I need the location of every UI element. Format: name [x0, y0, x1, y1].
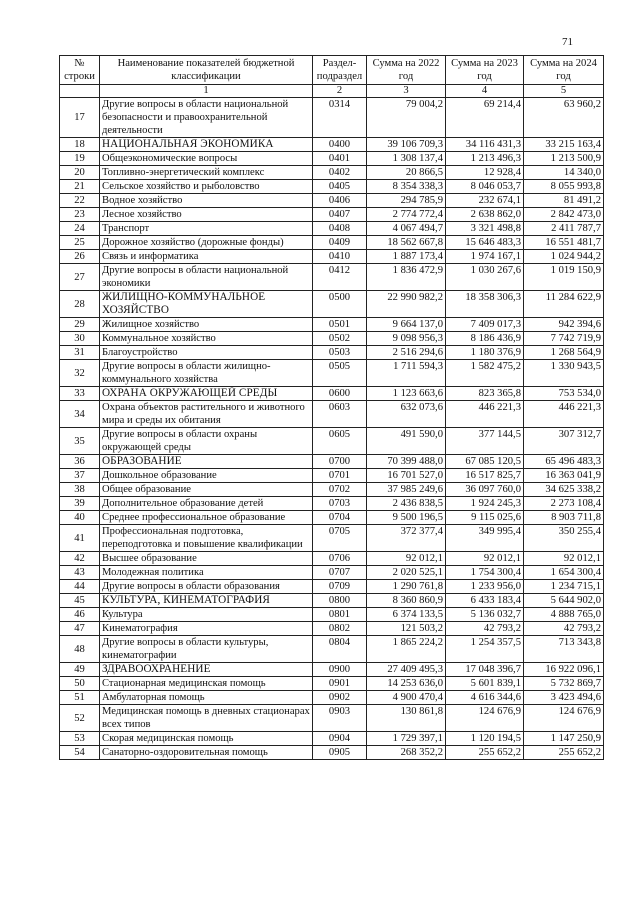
header-sum-2023: Сумма на 2023 год [446, 56, 524, 85]
row-number: 49 [60, 663, 100, 677]
table-row [60, 208, 604, 222]
sum-2024: 350 255,4 [524, 525, 604, 552]
sum-2024: 2 842 473,0 [524, 208, 604, 222]
section-code: 0502 [313, 332, 367, 346]
sum-2024: 753 534,0 [524, 387, 604, 401]
indicator-name: Дошкольное образование [100, 469, 313, 483]
section-code: 0705 [313, 525, 367, 552]
row-number: 43 [60, 566, 100, 580]
sum-2022: 2 774 772,4 [367, 208, 446, 222]
indicator-name: Культура [100, 608, 313, 622]
section-code: 0402 [313, 166, 367, 180]
section-code: 0600 [313, 387, 367, 401]
row-number: 19 [60, 152, 100, 166]
sum-2022: 294 785,9 [367, 194, 446, 208]
section-code: 0406 [313, 194, 367, 208]
table-row [60, 732, 604, 746]
sum-2023: 36 097 760,0 [446, 483, 524, 497]
section-code: 0605 [313, 428, 367, 455]
table-row [60, 663, 604, 677]
indicator-name: ОБРАЗОВАНИЕ [100, 455, 313, 469]
table-row [60, 180, 604, 194]
indicator-name: ОХРАНА ОКРУЖАЮЩЕЙ СРЕДЫ [100, 387, 313, 401]
table-row [60, 152, 604, 166]
sum-2023: 1 974 167,1 [446, 250, 524, 264]
indicator-name: КУЛЬТУРА, КИНЕМАТОГРАФИЯ [100, 594, 313, 608]
row-number: 34 [60, 401, 100, 428]
sum-2023: 1 254 357,5 [446, 636, 524, 663]
sum-2022: 121 503,2 [367, 622, 446, 636]
sum-2024: 16 922 096,1 [524, 663, 604, 677]
section-code: 0314 [313, 98, 367, 138]
sum-2023: 17 048 396,7 [446, 663, 524, 677]
sum-2023: 1 754 300,4 [446, 566, 524, 580]
table-row [60, 525, 604, 552]
row-number: 36 [60, 455, 100, 469]
sum-2024: 1 268 564,9 [524, 346, 604, 360]
indicator-name: Дополнительное образование детей [100, 497, 313, 511]
sum-2022: 9 664 137,0 [367, 318, 446, 332]
section-code: 0707 [313, 566, 367, 580]
table-row [60, 608, 604, 622]
section-code: 0709 [313, 580, 367, 594]
section-code: 0400 [313, 138, 367, 152]
row-number: 42 [60, 552, 100, 566]
sum-2022: 2 020 525,1 [367, 566, 446, 580]
sum-2023: 5 136 032,7 [446, 608, 524, 622]
section-code: 0405 [313, 180, 367, 194]
sum-2022: 4 900 470,4 [367, 691, 446, 705]
row-number: 17 [60, 98, 100, 138]
row-number: 38 [60, 483, 100, 497]
header-sum-2024: Сумма на 2024 год [524, 56, 604, 85]
sum-2024: 713 343,8 [524, 636, 604, 663]
sum-2024: 1 234 715,1 [524, 580, 604, 594]
sum-2023: 232 674,1 [446, 194, 524, 208]
index-cell: 3 [367, 85, 446, 98]
sum-2024: 1 654 300,4 [524, 566, 604, 580]
row-number: 52 [60, 705, 100, 732]
sum-2022: 1 865 224,2 [367, 636, 446, 663]
sum-2022: 16 701 527,0 [367, 469, 446, 483]
row-number: 50 [60, 677, 100, 691]
sum-2022: 372 377,4 [367, 525, 446, 552]
section-code: 0408 [313, 222, 367, 236]
sum-2022: 1 711 594,3 [367, 360, 446, 387]
sum-2024: 8 903 711,8 [524, 511, 604, 525]
column-index-row [60, 85, 604, 98]
sum-2023: 6 433 183,4 [446, 594, 524, 608]
table-row [60, 346, 604, 360]
section-code: 0500 [313, 291, 367, 318]
row-number: 33 [60, 387, 100, 401]
index-cell [60, 85, 100, 98]
sum-2024: 255 652,2 [524, 746, 604, 760]
indicator-name: Высшее образование [100, 552, 313, 566]
sum-2024: 16 551 481,7 [524, 236, 604, 250]
table-row [60, 622, 604, 636]
sum-2022: 130 861,8 [367, 705, 446, 732]
sum-2024: 92 012,1 [524, 552, 604, 566]
sum-2023: 823 365,8 [446, 387, 524, 401]
indicator-name: ЗДРАВООХРАНЕНИЕ [100, 663, 313, 677]
section-code: 0901 [313, 677, 367, 691]
table-row [60, 483, 604, 497]
section-code: 0407 [313, 208, 367, 222]
sum-2023: 446 221,3 [446, 401, 524, 428]
section-code: 0412 [313, 264, 367, 291]
sum-2022: 632 073,6 [367, 401, 446, 428]
sum-2022: 8 354 338,3 [367, 180, 446, 194]
row-number: 35 [60, 428, 100, 455]
sum-2023: 8 186 436,9 [446, 332, 524, 346]
sum-2024: 942 394,6 [524, 318, 604, 332]
table-row [60, 428, 604, 455]
sum-2022: 1 836 472,9 [367, 264, 446, 291]
row-number: 23 [60, 208, 100, 222]
sum-2022: 18 562 667,8 [367, 236, 446, 250]
header-section: Раздел-подраздел [313, 56, 367, 85]
sum-2023: 7 409 017,3 [446, 318, 524, 332]
sum-2024: 81 491,2 [524, 194, 604, 208]
header-row-number: № строки [60, 56, 100, 85]
sum-2024: 124 676,9 [524, 705, 604, 732]
row-number: 24 [60, 222, 100, 236]
sum-2022: 1 887 173,4 [367, 250, 446, 264]
row-number: 44 [60, 580, 100, 594]
row-number: 26 [60, 250, 100, 264]
sum-2023: 8 046 053,7 [446, 180, 524, 194]
table-row [60, 194, 604, 208]
sum-2022: 4 067 494,7 [367, 222, 446, 236]
sum-2022: 14 253 636,0 [367, 677, 446, 691]
sum-2024: 8 055 993,8 [524, 180, 604, 194]
table-row [60, 250, 604, 264]
sum-2024: 1 213 500,9 [524, 152, 604, 166]
row-number: 54 [60, 746, 100, 760]
sum-2024: 5 732 869,7 [524, 677, 604, 691]
indicator-name: Коммунальное хозяйство [100, 332, 313, 346]
sum-2022: 20 866,5 [367, 166, 446, 180]
section-code: 0900 [313, 663, 367, 677]
index-cell: 1 [100, 85, 313, 98]
sum-2022: 1 123 663,6 [367, 387, 446, 401]
section-code: 0706 [313, 552, 367, 566]
row-number: 40 [60, 511, 100, 525]
table-row [60, 636, 604, 663]
section-code: 0802 [313, 622, 367, 636]
row-number: 45 [60, 594, 100, 608]
sum-2023: 1 213 496,3 [446, 152, 524, 166]
indicator-name: Благоустройство [100, 346, 313, 360]
sum-2024: 1 330 943,5 [524, 360, 604, 387]
row-number: 28 [60, 291, 100, 318]
row-number: 21 [60, 180, 100, 194]
sum-2024: 63 960,2 [524, 98, 604, 138]
indicator-name: Кинематография [100, 622, 313, 636]
page-number: 71 [562, 36, 573, 48]
sum-2022: 1 290 761,8 [367, 580, 446, 594]
section-code: 0904 [313, 732, 367, 746]
indicator-name: Другие вопросы в области национальной безопасности и правоохранительной деятельности [100, 98, 313, 138]
indicator-name: Другие вопросы в области национальной экономики [100, 264, 313, 291]
indicator-name: Топливно-энергетический комплекс [100, 166, 313, 180]
indicator-name: НАЦИОНАЛЬНАЯ ЭКОНОМИКА [100, 138, 313, 152]
section-code: 0801 [313, 608, 367, 622]
indicator-name: Сельское хозяйство и рыболовство [100, 180, 313, 194]
row-number: 47 [60, 622, 100, 636]
sum-2023: 1 030 267,6 [446, 264, 524, 291]
row-number: 37 [60, 469, 100, 483]
sum-2022: 1 308 137,4 [367, 152, 446, 166]
sum-2024: 2 273 108,4 [524, 497, 604, 511]
sum-2023: 3 321 498,8 [446, 222, 524, 236]
sum-2023: 124 676,9 [446, 705, 524, 732]
row-number: 27 [60, 264, 100, 291]
table-row [60, 291, 604, 318]
section-code: 0702 [313, 483, 367, 497]
indicator-name: Другие вопросы в области культуры, кинематографии [100, 636, 313, 663]
sum-2022: 9 098 956,3 [367, 332, 446, 346]
sum-2022: 39 106 709,3 [367, 138, 446, 152]
sum-2023: 42 793,2 [446, 622, 524, 636]
sum-2022: 79 004,2 [367, 98, 446, 138]
sum-2022: 92 012,1 [367, 552, 446, 566]
sum-2023: 255 652,2 [446, 746, 524, 760]
sum-2022: 70 399 488,0 [367, 455, 446, 469]
section-code: 0505 [313, 360, 367, 387]
indicator-name: Стационарная медицинская помощь [100, 677, 313, 691]
sum-2024: 4 888 765,0 [524, 608, 604, 622]
index-cell: 4 [446, 85, 524, 98]
sum-2024: 65 496 483,3 [524, 455, 604, 469]
sum-2024: 307 312,7 [524, 428, 604, 455]
section-code: 0703 [313, 497, 367, 511]
table-row [60, 318, 604, 332]
sum-2024: 2 411 787,7 [524, 222, 604, 236]
indicator-name: Водное хозяйство [100, 194, 313, 208]
table-row [60, 469, 604, 483]
indicator-name: Санаторно-оздоровительная помощь [100, 746, 313, 760]
sum-2022: 6 374 133,5 [367, 608, 446, 622]
sum-2023: 1 924 245,3 [446, 497, 524, 511]
section-code: 0409 [313, 236, 367, 250]
sum-2023: 16 517 825,7 [446, 469, 524, 483]
table-row [60, 264, 604, 291]
sum-2024: 1 147 250,9 [524, 732, 604, 746]
indicator-name: Медицинская помощь в дневных стационарах всех типов [100, 705, 313, 732]
indicator-name: Амбулаторная помощь [100, 691, 313, 705]
sum-2023: 4 616 344,6 [446, 691, 524, 705]
sum-2023: 69 214,4 [446, 98, 524, 138]
row-number: 39 [60, 497, 100, 511]
sum-2024: 1 019 150,9 [524, 264, 604, 291]
row-number: 32 [60, 360, 100, 387]
table-row [60, 455, 604, 469]
sum-2023: 1 582 475,2 [446, 360, 524, 387]
table-row [60, 360, 604, 387]
sum-2023: 12 928,4 [446, 166, 524, 180]
header-indicator-name: Наименование показателей бюджетной классификации [100, 56, 313, 85]
sum-2023: 5 601 839,1 [446, 677, 524, 691]
section-code: 0603 [313, 401, 367, 428]
indicator-name: Профессиональная подготовка, переподготовка и повышение квалификации [100, 525, 313, 552]
table-row [60, 236, 604, 250]
sum-2022: 27 409 495,3 [367, 663, 446, 677]
sum-2024: 446 221,3 [524, 401, 604, 428]
sum-2023: 15 646 483,3 [446, 236, 524, 250]
row-number: 48 [60, 636, 100, 663]
sum-2022: 37 985 249,6 [367, 483, 446, 497]
section-code: 0701 [313, 469, 367, 483]
row-number: 20 [60, 166, 100, 180]
sum-2023: 349 995,4 [446, 525, 524, 552]
table-row [60, 332, 604, 346]
table-row [60, 580, 604, 594]
indicator-name: Общее образование [100, 483, 313, 497]
sum-2024: 5 644 902,0 [524, 594, 604, 608]
sum-2023: 9 115 025,6 [446, 511, 524, 525]
sum-2022: 491 590,0 [367, 428, 446, 455]
sum-2023: 34 116 431,3 [446, 138, 524, 152]
row-number: 22 [60, 194, 100, 208]
table-row [60, 166, 604, 180]
row-number: 46 [60, 608, 100, 622]
table-row [60, 387, 604, 401]
section-code: 0804 [313, 636, 367, 663]
table-row [60, 98, 604, 138]
row-number: 29 [60, 318, 100, 332]
indicator-name: Дорожное хозяйство (дорожные фонды) [100, 236, 313, 250]
row-number: 53 [60, 732, 100, 746]
indicator-name: Молодежная политика [100, 566, 313, 580]
index-cell: 5 [524, 85, 604, 98]
row-number: 31 [60, 346, 100, 360]
table-row [60, 222, 604, 236]
section-code: 0903 [313, 705, 367, 732]
section-code: 0503 [313, 346, 367, 360]
sum-2022: 2 436 838,5 [367, 497, 446, 511]
sum-2023: 1 120 194,5 [446, 732, 524, 746]
indicator-name: Другие вопросы в области охраны окружающей среды [100, 428, 313, 455]
table-header-row [60, 56, 604, 85]
sum-2024: 42 793,2 [524, 622, 604, 636]
table-row [60, 552, 604, 566]
row-number: 51 [60, 691, 100, 705]
indicator-name: Жилищное хозяйство [100, 318, 313, 332]
sum-2024: 33 215 163,4 [524, 138, 604, 152]
section-code: 0902 [313, 691, 367, 705]
row-number: 41 [60, 525, 100, 552]
indicator-name: Связь и информатика [100, 250, 313, 264]
sum-2024: 16 363 041,9 [524, 469, 604, 483]
row-number: 18 [60, 138, 100, 152]
table-row [60, 497, 604, 511]
table-row [60, 138, 604, 152]
sum-2023: 1 180 376,9 [446, 346, 524, 360]
sum-2023: 92 012,1 [446, 552, 524, 566]
row-number: 30 [60, 332, 100, 346]
index-cell: 2 [313, 85, 367, 98]
sum-2022: 268 352,2 [367, 746, 446, 760]
indicator-name: Общеэкономические вопросы [100, 152, 313, 166]
indicator-name: Транспорт [100, 222, 313, 236]
sum-2022: 8 360 860,9 [367, 594, 446, 608]
indicator-name: Другие вопросы в области образования [100, 580, 313, 594]
row-number: 25 [60, 236, 100, 250]
sum-2024: 34 625 338,2 [524, 483, 604, 497]
table-row [60, 691, 604, 705]
sum-2023: 377 144,5 [446, 428, 524, 455]
sum-2024: 11 284 622,9 [524, 291, 604, 318]
table-row [60, 511, 604, 525]
section-code: 0700 [313, 455, 367, 469]
sum-2023: 2 638 862,0 [446, 208, 524, 222]
table-row [60, 677, 604, 691]
header-sum-2022: Сумма на 2022 год [367, 56, 446, 85]
sum-2022: 9 500 196,5 [367, 511, 446, 525]
section-code: 0800 [313, 594, 367, 608]
sum-2023: 1 233 956,0 [446, 580, 524, 594]
sum-2024: 3 423 494,6 [524, 691, 604, 705]
table-row [60, 401, 604, 428]
table-row [60, 705, 604, 732]
budget-table [59, 55, 604, 760]
table-row [60, 594, 604, 608]
table-row [60, 746, 604, 760]
indicator-name: Лесное хозяйство [100, 208, 313, 222]
sum-2022: 2 516 294,6 [367, 346, 446, 360]
section-code: 0401 [313, 152, 367, 166]
indicator-name: Среднее профессиональное образование [100, 511, 313, 525]
sum-2022: 1 729 397,1 [367, 732, 446, 746]
table-row [60, 566, 604, 580]
section-code: 0410 [313, 250, 367, 264]
indicator-name: Скорая медицинская помощь [100, 732, 313, 746]
sum-2022: 22 990 982,2 [367, 291, 446, 318]
indicator-name: ЖИЛИЩНО-КОММУНАЛЬНОЕ ХОЗЯЙСТВО [100, 291, 313, 318]
section-code: 0704 [313, 511, 367, 525]
section-code: 0905 [313, 746, 367, 760]
section-code: 0501 [313, 318, 367, 332]
sum-2023: 18 358 306,3 [446, 291, 524, 318]
sum-2024: 1 024 944,2 [524, 250, 604, 264]
sum-2024: 7 742 719,9 [524, 332, 604, 346]
sum-2024: 14 340,0 [524, 166, 604, 180]
sum-2023: 67 085 120,5 [446, 455, 524, 469]
indicator-name: Охрана объектов растительного и животного мира и среды их обитания [100, 401, 313, 428]
indicator-name: Другие вопросы в области жилищно-коммунального хозяйства [100, 360, 313, 387]
